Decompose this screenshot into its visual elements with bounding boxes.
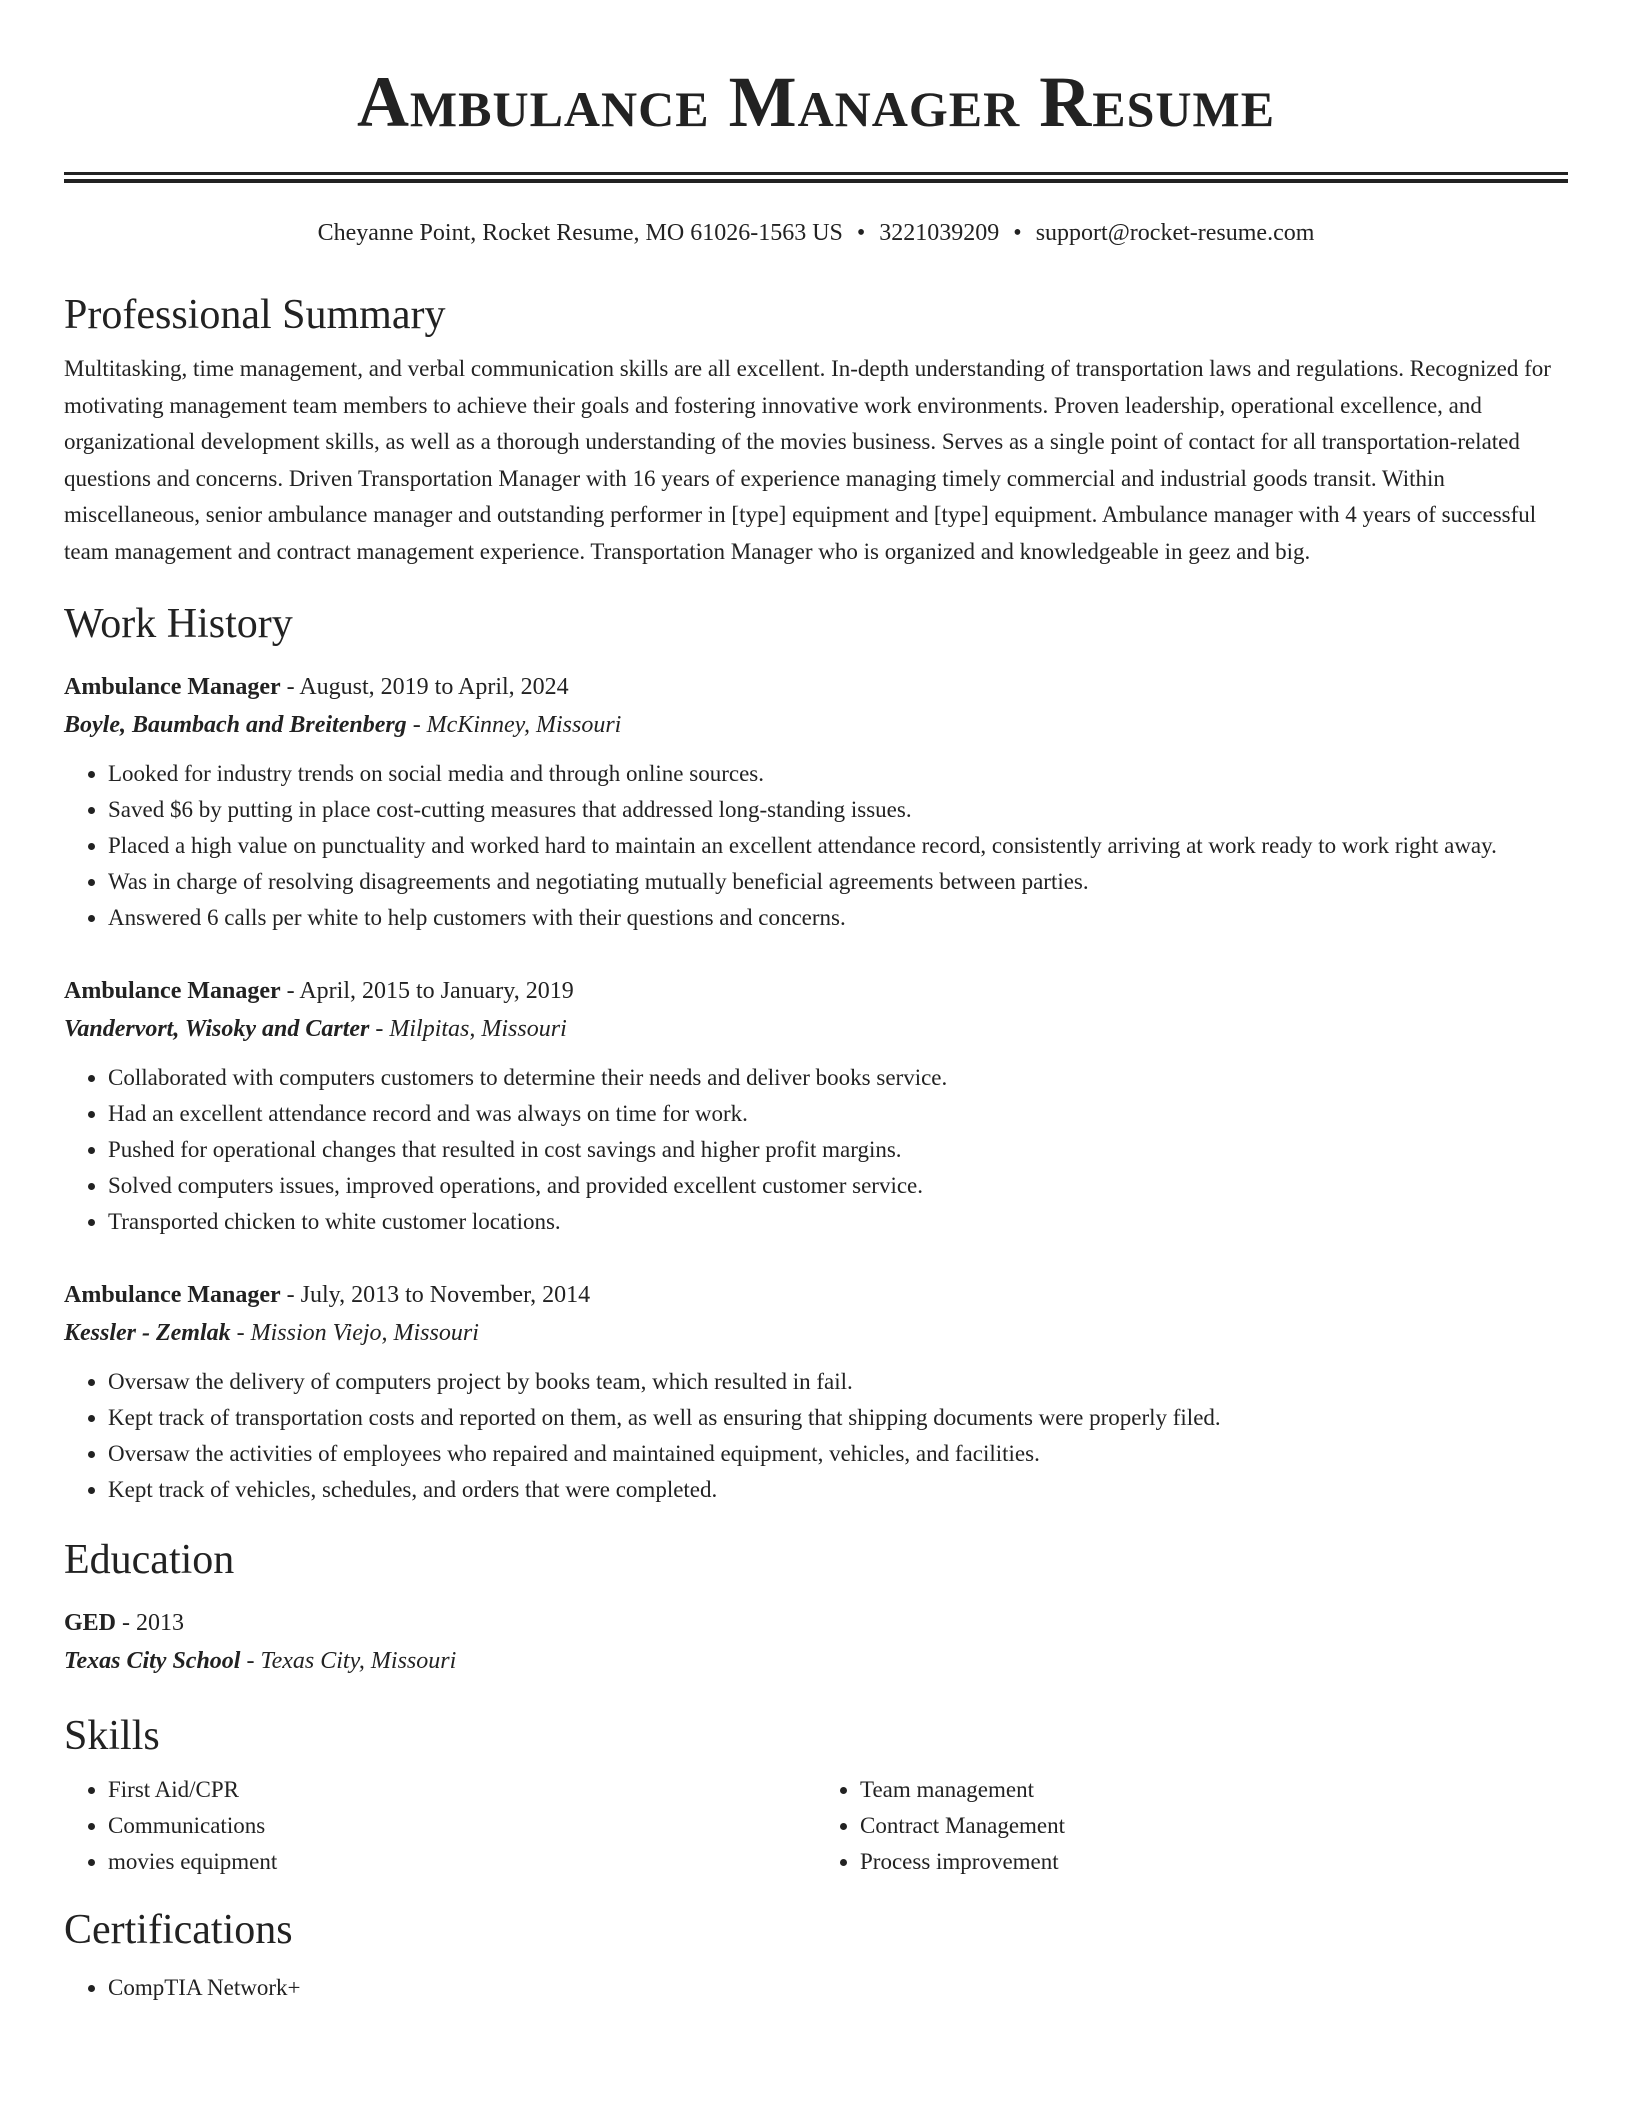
job-title: Ambulance Manager	[64, 674, 281, 700]
job-bullet: • Oversaw the delivery of computers project by books team, which resulted in fail.	[108, 1364, 1568, 1400]
job-title: Ambulance Manager	[64, 978, 281, 1004]
summary-heading: Professional Summary	[64, 292, 446, 338]
skill-item: • Communications	[108, 1808, 816, 1844]
job-bullet: • Placed a high value on punctuality and worked hard to maintain an excellent attendance record, consistently arriving at work ready to work right away.	[108, 828, 1568, 864]
job-company-line	[64, 1314, 1568, 1352]
job-bullet: • Was in charge of resolving disagreements and negotiating mutually beneficial agreements between parties.	[108, 864, 1568, 900]
job-bullet: • Saved $6 by putting in place cost-cutting measures that addressed long-standing issues.	[108, 792, 1568, 828]
contact-address: Cheyanne Point, Rocket Resume, MO 61026-1563 US	[317, 220, 843, 246]
job-bullet: • Answered 6 calls per white to help customers with their questions and concerns.	[108, 900, 1568, 936]
contact-separator: •	[1013, 220, 1022, 246]
job-dates: - July, 2013 to November, 2014	[280, 1282, 591, 1308]
education-school: Texas City School	[64, 1648, 241, 1674]
skills-list-left	[64, 1772, 816, 1880]
education-year: - 2013	[116, 1610, 185, 1636]
education-location: - Texas City, Missouri	[240, 1648, 457, 1674]
skills-columns	[64, 1772, 1568, 1880]
skill-item: • First Aid/CPR	[108, 1772, 816, 1808]
certifications-heading: Certifications	[64, 1907, 293, 1953]
education-heading: Education	[64, 1537, 235, 1583]
skill-item: • movies equipment	[108, 1844, 816, 1880]
job-bullet: • Oversaw the activities of employees who repaired and maintained equipment, vehicles, and facilities.	[108, 1436, 1568, 1472]
skills-heading: Skills	[64, 1713, 160, 1759]
summary-text: Multitasking, time management, and verbal communication skills are all excellent. In-depth understanding of transportation laws and regulations. Recognized for motivating management team members to achieve their goals and fostering innovative work environments. Proven leadership, operational excellence, and organizational development skills, as well as a thorough understanding of the movies business. Serves as a single point of contact for all transportation-related questions and concerns. Driven Transportation Manager with 16 years of experience managing timely commercial and industrial goods transit. Within miscellaneous, senior ambulance manager and outstanding performer in [type] equipment and [type] equipment. Ambulance manager with 4 years of successful team management and contract management experience. Transportation Manager who is organized and knowledgeable in geez and big.	[64, 356, 1551, 564]
title-double-rule	[64, 172, 1568, 183]
job-location: - Mission Viejo, Missouri	[230, 1320, 479, 1346]
education-degree-line	[64, 1604, 1568, 1642]
job-bullet: • Kept track of vehicles, schedules, and orders that were completed.	[108, 1472, 1568, 1508]
education-degree: GED	[64, 1610, 117, 1636]
education-entry	[64, 1604, 1568, 1680]
job-company: Vandervort, Wisoky and Carter	[64, 1016, 370, 1042]
job-bullets	[64, 756, 1568, 936]
job-bullet: • Transported chicken to white customer locations.	[108, 1204, 1568, 1240]
certifications-list	[64, 1970, 1568, 2006]
job-company: Boyle, Baumbach and Breitenberg	[64, 712, 407, 738]
skills-list-right	[816, 1772, 1568, 1880]
contact-email: support@rocket-resume.com	[1035, 220, 1315, 246]
job-bullet: • Pushed for operational changes that resulted in cost savings and higher profit margins.	[108, 1132, 1568, 1168]
job-dates: - August, 2019 to April, 2024	[280, 674, 569, 700]
contact-phone: 3221039209	[879, 220, 1000, 246]
job-company: Kessler - Zemlak	[64, 1320, 231, 1346]
work-history-heading: Work History	[64, 601, 293, 647]
job-title-line	[64, 972, 1568, 1010]
skill-item: • Team management	[860, 1772, 1568, 1808]
skill-item: • Contract Management	[860, 1808, 1568, 1844]
job-entry	[64, 972, 1568, 1240]
job-bullets	[64, 1060, 1568, 1240]
job-bullet: • Kept track of transportation costs and reported on them, as well as ensuring that shipping documents were properly filed.	[108, 1400, 1568, 1436]
job-bullet: • Collaborated with computers customers to determine their needs and deliver books service.	[108, 1060, 1568, 1096]
job-location: - McKinney, Missouri	[406, 712, 622, 738]
contact-separator: •	[856, 220, 866, 246]
education-school-line	[64, 1642, 1568, 1680]
job-dates: - April, 2015 to January, 2019	[280, 978, 574, 1004]
skill-item: • Process improvement	[860, 1844, 1568, 1880]
job-company-line	[64, 1010, 1568, 1048]
contact-line	[64, 217, 1568, 249]
job-entry	[64, 668, 1568, 936]
certifications-section	[64, 1970, 1568, 2006]
job-bullet: • Looked for industry trends on social media and through online sources.	[108, 756, 1568, 792]
job-bullets	[64, 1364, 1568, 1508]
certification-item: • CompTIA Network+	[108, 1970, 1568, 2006]
job-bullet: • Had an excellent attendance record and was always on time for work.	[108, 1096, 1568, 1132]
job-title-line	[64, 668, 1568, 706]
resume-title: Ambulance Manager Resume	[356, 62, 1276, 142]
job-title: Ambulance Manager	[64, 1282, 281, 1308]
job-title-line	[64, 1276, 1568, 1314]
job-entry	[64, 1276, 1568, 1508]
job-location: - Milpitas, Missouri	[369, 1016, 567, 1042]
job-company-line	[64, 706, 1568, 744]
job-bullet: • Solved computers issues, improved operations, and provided excellent customer service.	[108, 1168, 1568, 1204]
